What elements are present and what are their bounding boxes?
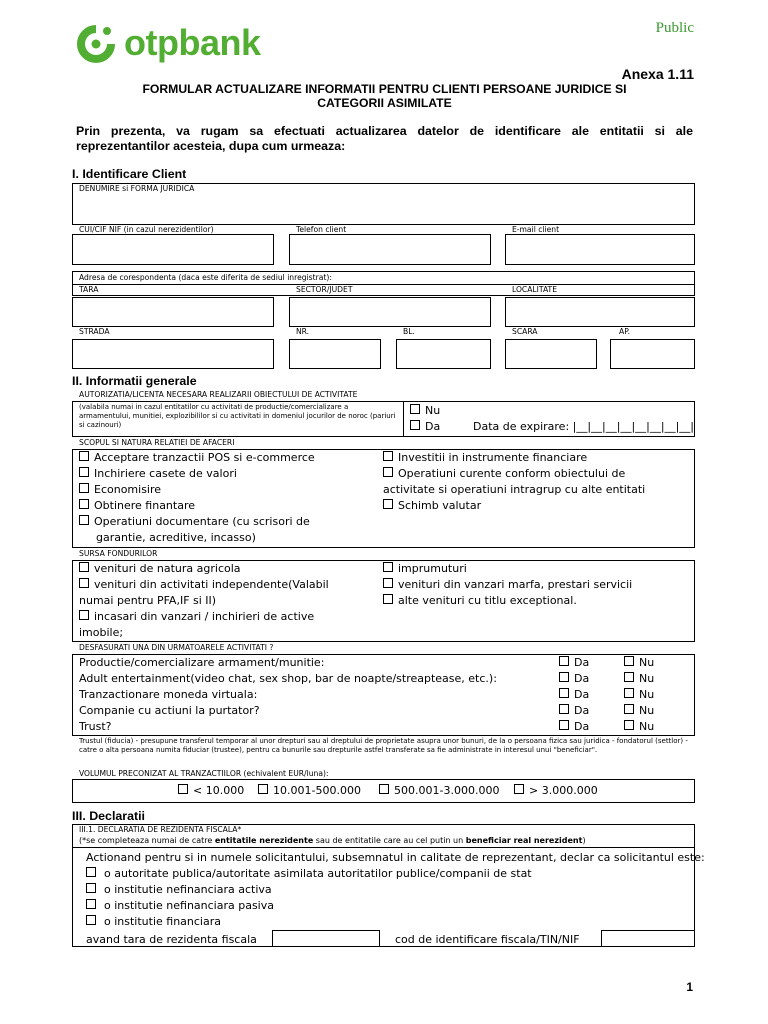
checkbox-icon [559, 704, 569, 714]
activitati-nu-column [624, 655, 654, 735]
section-declaratii-title: III. Declaratii [72, 809, 146, 823]
cod-fiscal-input[interactable] [601, 930, 695, 947]
sursa-imprumuturi-checkbox[interactable] [383, 561, 632, 577]
entity-financiara-checkbox[interactable] [86, 914, 532, 930]
sursa-imprumuturi-label: imprumuturi [398, 562, 467, 575]
checkbox-icon [559, 688, 569, 698]
rez-note-entitati: entitatile nerezidente [214, 836, 314, 845]
activitate-da-checkbox[interactable] [559, 671, 589, 687]
da-label: Da [425, 420, 441, 433]
checkbox-icon [86, 867, 96, 877]
checkbox-icon [624, 688, 634, 698]
cui-input[interactable] [72, 234, 274, 265]
form-title-line2: CATEGORII ASIMILATE [317, 96, 452, 110]
strada-input[interactable] [72, 339, 274, 369]
checkbox-icon [79, 610, 89, 620]
sursa-independente-checkbox[interactable] [79, 577, 329, 593]
da-label: Da [574, 672, 590, 685]
email-label: E-mail client [512, 225, 560, 234]
strada-label: STRADA [79, 327, 110, 336]
activitate-nu-checkbox[interactable] [624, 703, 654, 719]
volum-500001-3000000-checkbox[interactable] [379, 783, 499, 799]
rezidenta-note [79, 836, 586, 845]
intro-text: Prin prezenta, va rugam sa efectuati actualizarea datelor de identificare ale entitatii si ale reprezentantilor acesteia, dupa cum urmeaza: [76, 124, 693, 153]
checkbox-icon [79, 467, 89, 477]
scop-investitii-label: Investitii in instrumente financiare [398, 451, 588, 464]
bl-input[interactable] [396, 339, 491, 369]
scop-pos-checkbox[interactable] [79, 450, 315, 466]
entity-nefinanciara-activa-checkbox[interactable] [86, 882, 532, 898]
sursa-label: SURSA FONDURILOR [79, 549, 158, 558]
nu-label: Nu [639, 704, 655, 717]
volum-10001-500000-checkbox[interactable] [258, 783, 361, 799]
entity-nefinanciara-pasiva-label: o institutie nefinanciara pasiva [104, 899, 274, 912]
entity-autoritate-checkbox[interactable] [86, 866, 532, 882]
scop-casete-checkbox[interactable] [79, 466, 315, 482]
ap-label: AP. [619, 327, 631, 336]
telefon-input[interactable] [289, 234, 491, 265]
checkbox-icon [383, 499, 393, 509]
checkbox-icon [258, 784, 268, 794]
volum-peste-3000000-label: > 3.000.000 [529, 784, 598, 797]
ap-input[interactable] [610, 339, 695, 369]
bl-label: BL. [403, 327, 415, 336]
checkbox-icon [383, 467, 393, 477]
da-label: Da [574, 704, 590, 717]
tara-input[interactable] [72, 297, 274, 327]
scopul-right-list [383, 450, 645, 514]
rez-note-beneficiar: beneficiar real nerezident [465, 836, 583, 845]
nr-input[interactable] [289, 339, 381, 369]
volum-sub-10000-checkbox[interactable] [178, 783, 244, 799]
checkbox-icon [79, 515, 89, 525]
checkbox-icon [624, 704, 634, 714]
entity-autoritate-label: o autoritate publica/autoritate asimilata autoritatilor publice/companii de stat [104, 867, 532, 880]
autorizatia-label: AUTORIZATIA/LICENTA NECESARA REALIZARII OBIECTULUI DE ACTIVITATE [79, 390, 358, 399]
scop-documentare-label: Operatiuni documentare (cu scrisori de [94, 515, 310, 528]
rezidenta-label: III.1. DECLARATIA DE REZIDENTA FISCALA* [79, 825, 242, 834]
checkbox-icon [86, 899, 96, 909]
entity-financiara-label: o institutie financiara [104, 915, 221, 928]
scop-finantare-checkbox[interactable] [79, 498, 315, 514]
checkbox-icon [379, 784, 389, 794]
activitate-moneda-virtuala: Tranzactionare moneda virtuala: [79, 688, 258, 701]
sursa-marfa-checkbox[interactable] [383, 577, 632, 593]
rez-note-part: sau de entitatile care au cel putin un [313, 836, 466, 845]
activitate-da-checkbox[interactable] [559, 655, 589, 671]
checkbox-icon [559, 720, 569, 730]
activitate-armament: Productie/comercializare armament/munitie: [79, 656, 325, 669]
localitate-input[interactable] [505, 297, 695, 327]
otpbank-logo [76, 24, 276, 68]
form-title [76, 82, 693, 110]
form-title-line1: FORMULAR ACTUALIZARE INFORMATII PENTRU CLIENTI PERSOANE JURIDICE SI [142, 82, 627, 96]
volum-sub-10000-label: < 10.000 [193, 784, 245, 797]
activitate-nu-checkbox[interactable] [624, 687, 654, 703]
checkbox-icon [86, 883, 96, 893]
checkbox-icon [410, 420, 420, 430]
checkbox-icon [79, 578, 89, 588]
rez-note-part: (*se completeaza numai de catre [79, 836, 215, 845]
scara-input[interactable] [505, 339, 597, 369]
scop-schimb-label: Schimb valutar [398, 499, 482, 512]
scop-operatiuni-cont: activitate si operatiuni intragrup cu alte entitati [383, 483, 646, 496]
nr-label: NR. [296, 327, 310, 336]
checkbox-icon [79, 483, 89, 493]
email-input[interactable] [505, 234, 695, 265]
activitate-nu-checkbox[interactable] [624, 671, 654, 687]
volum-peste-3000000-checkbox[interactable] [514, 783, 598, 799]
scop-economisire-label: Economisire [94, 483, 162, 496]
sector-input[interactable] [289, 297, 491, 327]
checkbox-icon [624, 720, 634, 730]
actionand-text: Actionand pentru si in numele solicitantului, subsemnatul in calitate de reprezentant, declar ca solicitantul este: [86, 851, 705, 864]
checkbox-icon [383, 578, 393, 588]
entity-nefinanciara-activa-label: o institutie nefinanciara activa [104, 883, 272, 896]
da-label: Da [574, 720, 590, 733]
sursa-left-list [79, 561, 329, 641]
autorizatia-divider [403, 401, 404, 437]
rez-note-part: ) [582, 836, 586, 845]
entity-type-list [86, 866, 532, 930]
sursa-independente-cont: numai pentru PFA,IF si II) [79, 594, 217, 607]
volumul-label: VOLUMUL PRECONIZAT AL TRANZACTIILOR (echivalent EUR/luna): [79, 769, 329, 778]
volum-10001-500000-label: 10.001-500.000 [273, 784, 361, 797]
tara-fiscala-input[interactable] [272, 930, 380, 947]
sursa-incasari-cont: imobile; [79, 626, 124, 639]
nu-label: Nu [639, 656, 655, 669]
desfasurati-label: DESFASURATI UNA DIN URMATOARELE ACTIVITATI ? [79, 643, 274, 652]
activitati-list [79, 655, 497, 735]
activitate-trust: Trust? [79, 720, 112, 733]
checkbox-icon [79, 499, 89, 509]
volum-500001-3000000-label: 500.001-3.000.000 [394, 784, 500, 797]
activitate-adult: Adult entertainment(video chat, sex shop, bar de noapte/streaptease, etc.): [79, 672, 497, 685]
sursa-incasari-checkbox[interactable] [79, 609, 329, 625]
scara-label: SCARA [512, 327, 538, 336]
localitate-label: LOCALITATE [512, 285, 557, 294]
checkbox-icon [383, 594, 393, 604]
scop-investitii-checkbox[interactable] [383, 450, 645, 466]
checkbox-icon [624, 656, 634, 666]
section-informatii-title: II. Informatii generale [72, 374, 197, 388]
denumire-label: DENUMIRE si FORMA JURIDICA [79, 184, 195, 193]
sector-label: SECTOR/JUDET [296, 285, 353, 294]
scop-finantare-label: Obtinere finantare [94, 499, 196, 512]
adresa-label: Adresa de corespondenta (daca este diferita de sediul inregistrat): [79, 273, 332, 282]
sursa-incasari-label: incasari din vanzari / inchirieri de active [94, 610, 315, 623]
activitati-da-column [559, 655, 589, 735]
tara-label-row [72, 284, 695, 296]
da-label: Da [574, 656, 590, 669]
checkbox-icon [178, 784, 188, 794]
scop-documentare-cont: garantie, acreditive, incasso) [96, 531, 256, 544]
classification-label: Public [655, 20, 694, 36]
autorizatia-nu-checkbox[interactable] [410, 403, 440, 419]
checkbox-icon [514, 784, 524, 794]
page-number: 1 [686, 980, 693, 994]
activitate-nu-checkbox[interactable] [624, 719, 654, 735]
scop-operatiuni-label: Operatiuni curente conform obiectului de [398, 467, 626, 480]
scop-casete-label: Inchiriere casete de valori [94, 467, 237, 480]
sursa-exceptional-label: alte venituri cu titlu exceptional. [398, 594, 577, 607]
checkbox-icon [79, 451, 89, 461]
activitate-da-checkbox[interactable] [559, 703, 589, 719]
activitate-nu-checkbox[interactable] [624, 655, 654, 671]
da-label: Da [574, 688, 590, 701]
checkbox-icon [86, 915, 96, 925]
tara-fiscala-label: avand tara de rezidenta fiscala [86, 933, 257, 946]
scop-operatiuni-checkbox[interactable] [383, 466, 645, 482]
checkbox-icon [383, 562, 393, 572]
trust-note: Trustul (fiducia) - presupune transferul temporar al unor drepturi sau al dreptului de proprietate asupra unor bunuri, de la o persoana fizica sau juridica - fondatorul (settlor) - catre o alta persoana numita fiduciar (trustee), pentru ca bunurile sau drepturile astfel transferate sa fie administrate in interesul unui "beneficiar". [79, 737, 688, 754]
annex-number: Anexa 1.11 [621, 66, 694, 82]
scop-economisire-checkbox[interactable] [79, 482, 315, 498]
data-expirare-field[interactable]: Data de expirare: |__|__|__|__|__|__|__|__| [473, 420, 694, 433]
nu-label: Nu [425, 404, 441, 417]
autorizatia-da-checkbox[interactable] [410, 419, 440, 435]
sursa-right-list [383, 561, 632, 609]
scop-pos-label: Acceptare tranzactii POS si e-commerce [94, 451, 315, 464]
sursa-exceptional-checkbox[interactable] [383, 593, 632, 609]
cui-label: CUI/CIF NIF (in cazul nerezidentilor) [79, 225, 214, 234]
scopul-label: SCOPUL SI NATURA RELATIEI DE AFACERI [79, 438, 235, 447]
otp-logo-icon [76, 24, 120, 64]
nu-label: Nu [639, 720, 655, 733]
activitate-da-checkbox[interactable] [559, 719, 589, 735]
checkbox-icon [383, 451, 393, 461]
sursa-independente-label: venituri din activitati independente(Valabil [94, 578, 329, 591]
checkbox-icon [79, 562, 89, 572]
entity-nefinanciara-pasiva-checkbox[interactable] [86, 898, 532, 914]
nu-label: Nu [639, 672, 655, 685]
sursa-agricola-label: venituri de natura agricola [94, 562, 241, 575]
sursa-agricola-checkbox[interactable] [79, 561, 329, 577]
scopul-left-list [79, 450, 315, 546]
sursa-marfa-label: venituri din vanzari marfa, prestari servicii [398, 578, 633, 591]
activitate-da-checkbox[interactable] [559, 687, 589, 703]
logo-text: otpbank [124, 22, 261, 63]
scop-documentare-checkbox[interactable] [79, 514, 315, 530]
autorizatia-note: (valabila numai in cazul entitatilor cu activitati de productie/comercializare a armamentului, munitiei, explozibililor si cu activitati in domeniul jocurilor de noroc (pariuri si cazinouri) [79, 403, 396, 429]
checkbox-icon [559, 656, 569, 666]
telefon-label: Telefon client [296, 225, 347, 234]
checkbox-icon [410, 404, 420, 414]
section-identificare-title: I. Identificare Client [72, 167, 187, 181]
activitate-actiuni-purtator: Companie cu actiuni la purtator? [79, 704, 260, 717]
tara-label: TARA [79, 285, 99, 294]
cod-fiscal-label: cod de identificare fiscala/TIN/NIF [395, 933, 580, 946]
checkbox-icon [624, 672, 634, 682]
scop-schimb-checkbox[interactable] [383, 498, 645, 514]
checkbox-icon [559, 672, 569, 682]
nu-label: Nu [639, 688, 655, 701]
